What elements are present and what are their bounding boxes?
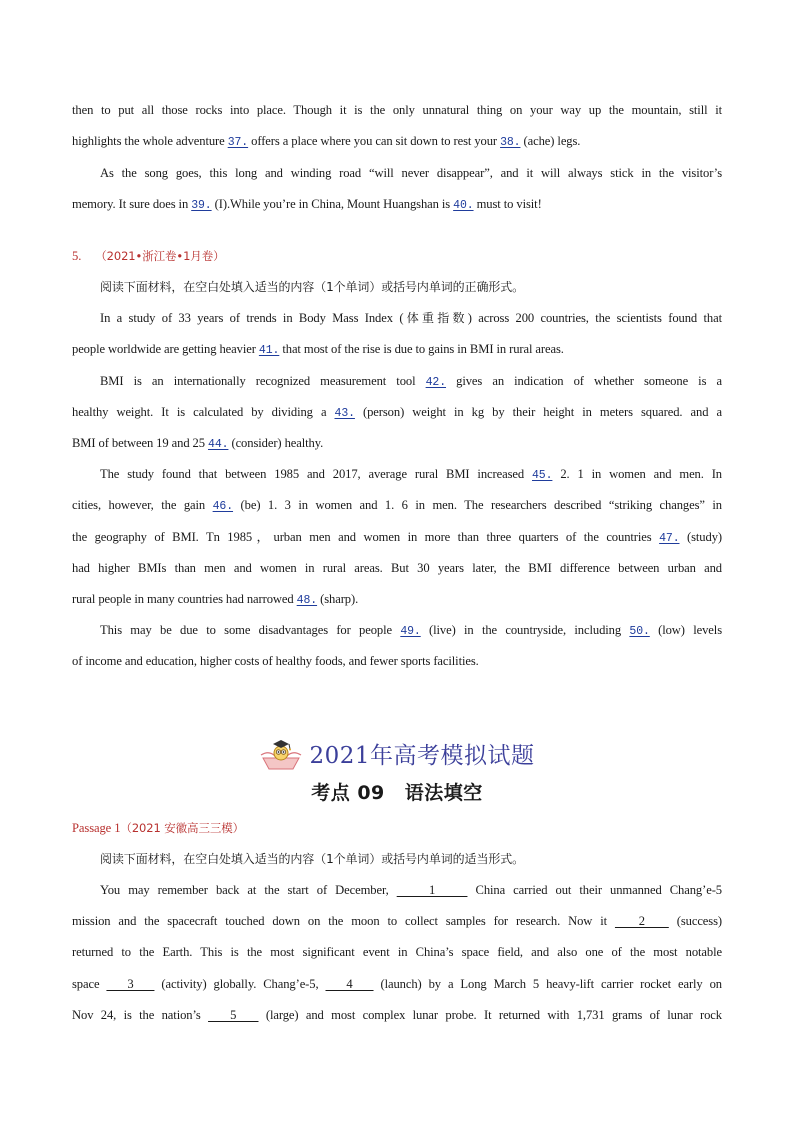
paragraph-line: The study found that between 1985 and 2017, average rural BMI increased 45. 2. 1 in women and men. In xyxy=(100,467,723,482)
blank-39[interactable]: 39. xyxy=(191,199,212,212)
blank-41[interactable]: 41. xyxy=(258,344,280,357)
paragraph-line: You may remember back at the start of December, 1 China carried out their unmanned Chang’e-5 xyxy=(100,883,722,897)
blank-44[interactable]: 44. xyxy=(208,438,229,451)
blank-2[interactable]: 2 xyxy=(614,914,669,928)
paragraph-line: highlights the whole adventure 37. offers a place where you can sit down to rest your 38. (ache) legs. xyxy=(72,134,581,149)
section-banner xyxy=(72,733,722,773)
blank-48[interactable]: 48. xyxy=(296,594,318,607)
passage-1-header: Passage 1（2021 安徽高三三模） xyxy=(72,821,245,835)
instruction: 阅读下面材料，在空白处填入适当的内容（1个单词）或括号内单词的正确形式。 xyxy=(100,280,525,294)
paragraph-line: memory. It sure does in 39. (I).While you’re in China, Mount Huangshan is 40. must to visit! xyxy=(72,197,542,212)
blank-3[interactable]: 3 xyxy=(106,977,155,991)
blank-47[interactable]: 47. xyxy=(659,532,680,545)
blank-46[interactable]: 46. xyxy=(212,500,234,513)
paragraph-line: of income and education, higher costs of healthy foods, and fewer sports facilities. xyxy=(72,654,479,668)
blank-42[interactable]: 42. xyxy=(425,376,447,389)
instruction: 阅读下面材料，在空白处填入适当的内容（1个单词）或括号内单词的适当形式。 xyxy=(100,852,525,866)
blank-5[interactable]: 5 xyxy=(208,1008,259,1022)
question-source: （2021•浙江卷•1月卷） xyxy=(95,249,225,263)
paragraph-line: In a study of 33 years of trends in Body Mass Index (体重指数) across 200 countries, the scientists found that xyxy=(100,311,722,325)
blank-50[interactable]: 50. xyxy=(629,625,650,638)
paragraph-line: rural people in many countries had narrowed 48. (sharp). xyxy=(72,592,359,607)
section-subtitle: 考点 09 语法填空 xyxy=(311,782,483,804)
blank-1[interactable]: 1 xyxy=(396,883,468,897)
blank-37[interactable]: 37. xyxy=(227,136,249,149)
blank-45[interactable]: 45. xyxy=(532,469,553,482)
blank-43[interactable]: 43. xyxy=(334,407,355,420)
paragraph-line: BMI of between 19 and 25 44. (consider) healthy. xyxy=(72,436,324,451)
paragraph-line: BMI is an internationally recognized measurement tool 42. gives an indication of whether someone is a xyxy=(100,374,722,389)
paragraph-line: Nov 24, is the nation’s 5 (large) and most complex lunar probe. It returned with 1,731 grams of lunar rock xyxy=(72,1008,722,1022)
paragraph-line: then to put all those rocks into place. Though it is the only unnatural thing on your way up the mountain, still it xyxy=(72,103,722,117)
graduation-owl-icon xyxy=(259,736,303,770)
paragraph-line: This may be due to some disadvantages for people 49. (live) in the countryside, including 50. (low) levels xyxy=(100,623,722,638)
paragraph-line: healthy weight. It is calculated by dividing a 43. (person) weight in kg by their height in meters squared. and a xyxy=(72,405,722,420)
blank-49[interactable]: 49. xyxy=(400,625,421,638)
paragraph-line: people worldwide are getting heavier 41. that most of the rise is due to gains in BMI in rural areas. xyxy=(72,342,564,357)
blank-40[interactable]: 40. xyxy=(453,199,474,212)
paragraph-line: had higher BMIs than men and women in rural areas. But 30 years later, the BMI difference between urban and xyxy=(72,561,722,575)
paragraph-line: space 3 (activity) globally. Chang’e-5, 4 (launch) by a Long March 5 heavy-lift carrier rocket early on xyxy=(72,977,722,991)
paragraph-line: As the song goes, this long and winding road “will never disappear”, and it will always stick in the visitor’s xyxy=(100,166,722,180)
blank-38[interactable]: 38. xyxy=(500,136,521,149)
paragraph-line: the geography of BMI. Tn 1985，urban men and women in more than three quarters of the countries 47. (study) xyxy=(72,530,722,545)
banner-title: 2021年高考模拟试题 xyxy=(309,742,535,769)
blank-4[interactable]: 4 xyxy=(325,977,374,991)
paragraph-line: returned to the Earth. This is the most significant event in China’s space field, and also one of the most notable xyxy=(72,945,722,959)
question-5-header xyxy=(72,247,722,265)
paragraph-line: mission and the spacecraft touched down on the moon to collect samples for research. Now it 2 (success) xyxy=(72,914,722,928)
question-number: 5. xyxy=(72,249,82,263)
paragraph-line: cities, however, the gain 46. (be) 1. 3 in women and 1. 6 in men. The researchers described “striking changes” in xyxy=(72,498,722,513)
